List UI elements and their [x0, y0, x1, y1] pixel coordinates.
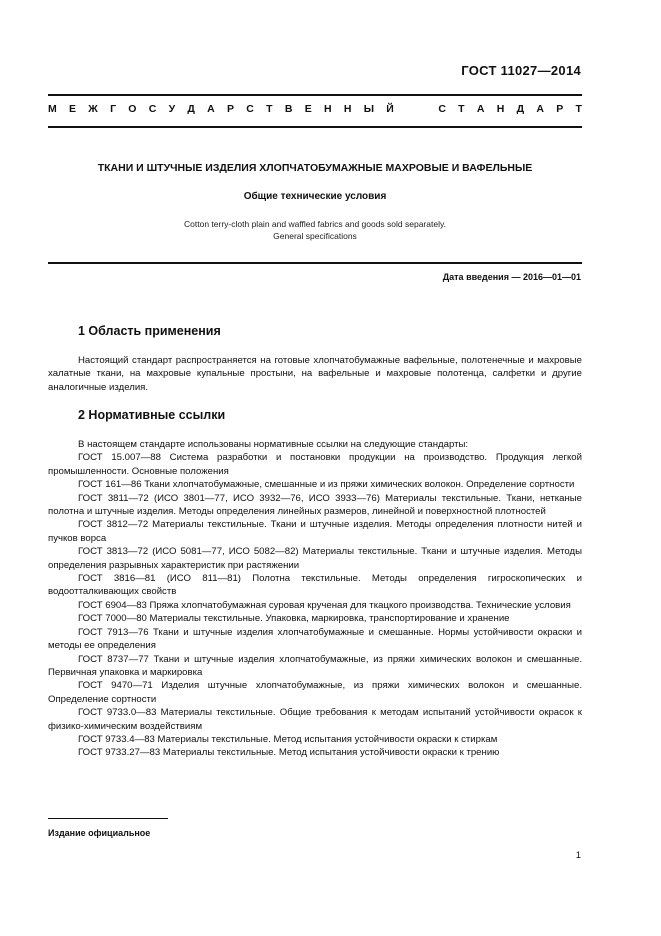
heading-letter: Е — [304, 103, 312, 115]
heading-letter: Е — [69, 103, 77, 115]
title-bottom-rule — [48, 262, 582, 264]
heading-letter: Г — [110, 103, 117, 115]
heading-letter: С — [246, 103, 254, 115]
page-number: 1 — [575, 850, 581, 861]
heading-letter: Т — [458, 103, 465, 115]
heading-letter: С — [148, 103, 157, 115]
heading-letter: Н — [323, 103, 332, 115]
reference-item: ГОСТ 7913—76 Ткани и штучные изделия хлопчатобумажные и смешанные. Нормы устойчивости окраски и методы ее определения — [48, 626, 582, 652]
heading-letter: Т — [575, 103, 582, 115]
reference-item: ГОСТ 15.007—88 Система разработки и постановки продукции на производство. Продукция легкой промышленности. Основные положения — [48, 452, 582, 477]
heading-letter: В — [284, 103, 293, 115]
heading-letter: А — [536, 103, 544, 115]
reference-item: ГОСТ 3816—81 (ИСО 811—81) Полотна текстильные. Методы определения гигроскопических и водоотталкивающих свойств — [48, 573, 582, 598]
reference-item: ГОСТ 9733.0—83 Материалы текстильные. Общие требования к методам испытаний устойчивости окрасок к физико-химическим воздействиям — [48, 707, 582, 732]
heading-letter: А — [476, 103, 485, 115]
heading-letter: Д — [516, 103, 525, 115]
reference-item: ГОСТ 6904—83 Пряжа хлопчатобумажная суровая крученая для ткацкого производства. Технические условия — [78, 599, 571, 611]
heading-letter: Д — [187, 103, 195, 115]
reference-item: ГОСТ 3811—72 (ИСО 3801—77, ИСО 3932—76, ИСО 3933—76) Материалы текстильные. Ткани, нетканые полотна и штучные изделия. Методы определения линейных размеров, линейной и поверхностной плотностей — [48, 492, 582, 518]
reference-item: ГОСТ 9733.4—83 Материалы текстильные. Метод испытания устойчивости окраски к стиркам — [78, 733, 498, 745]
introduction-date: Дата введения — 2016—01—01 — [442, 272, 581, 282]
normative-references — [48, 438, 582, 760]
reference-item: ГОСТ 8737—77 Ткани и штучные изделия хлопчатобумажные, из пряжи химических волокон и смешанные. Первичная упаковка и маркировка — [48, 653, 582, 678]
standard-type-heading — [48, 103, 582, 115]
reference-item: ГОСТ 3812—72 Материалы текстильные. Ткани и штучные изделия. Методы определения плотности нитей и пучков ворса — [48, 519, 582, 544]
reference-item: ГОСТ 7000—80 Материалы текстильные. Упаковка, маркировка, транспортирование и хранение — [78, 613, 510, 625]
section-2-heading: 2 Нормативные ссылки — [78, 408, 226, 422]
section-1-paragraph: Настоящий стандарт распространяется на готовые хлопчатобумажные вафельные, полотенечные и махровые халатные ткани, на махровые купальные простыни, на вафельные и махровые полотенца, салфетки и другие аналогичные изделия. — [48, 355, 582, 393]
header-top-rule — [48, 94, 582, 96]
heading-letter: А — [207, 103, 215, 115]
reference-item: ГОСТ 9470—71 Изделия штучные хлопчатобумажные, из пряжи химических волокон и смешанные. Определение сортности — [48, 680, 582, 705]
section-1-text — [48, 354, 582, 394]
document-subtitle: Общие технические условия — [243, 191, 387, 202]
reference-item: ГОСТ 3813—72 (ИСО 5081—77, ИСО 5082—82) Материалы текстильные. Ткани и штучные изделия. Методы определения разрывных характеристик при растяжении — [48, 546, 582, 571]
reference-item: ГОСТ 9733.27—83 Материалы текстильные. Метод испытания устойчивости окраски к трению — [78, 747, 500, 759]
official-edition-label: Издание официальное — [48, 828, 151, 838]
heading-letter: Ж — [88, 103, 98, 115]
reference-item: ГОСТ 161—86 Ткани хлопчатобумажные, смешанные и из пряжи химических волокон. Определение сортности — [78, 479, 575, 491]
heading-gap — [406, 103, 426, 115]
english-title-line-1: Cotton terry-cloth plain and waffled fabrics and goods sold separately. — [184, 219, 446, 229]
heading-letter: Й — [386, 103, 394, 115]
heading-letter: О — [128, 103, 137, 115]
heading-letter: Н — [496, 103, 505, 115]
document-title-english — [48, 218, 582, 242]
heading-letter: С — [438, 103, 446, 115]
heading-letter: У — [168, 103, 176, 115]
gost-number: ГОСТ 11027—2014 — [461, 63, 581, 78]
footer-rule — [48, 818, 168, 819]
heading-letter: М — [48, 103, 57, 115]
heading-letter: Т — [266, 103, 273, 115]
english-title-line-2: General specifications — [273, 231, 357, 241]
header-bottom-rule — [48, 126, 582, 128]
section-1-heading: 1 Область применения — [78, 324, 221, 338]
document-title: ТКАНИ И ШТУЧНЫЕ ИЗДЕЛИЯ ХЛОПЧАТОБУМАЖНЫЕ МАХРОВЫЕ И ВАФЕЛЬНЫЕ — [97, 162, 533, 174]
heading-letter: Р — [227, 103, 235, 115]
heading-letter: Н — [343, 103, 352, 115]
heading-letter: Р — [556, 103, 564, 115]
heading-letter: Ы — [363, 103, 374, 115]
references-intro: В настоящем стандарте использованы нормативные ссылки на следующие стандарты: — [78, 439, 469, 450]
